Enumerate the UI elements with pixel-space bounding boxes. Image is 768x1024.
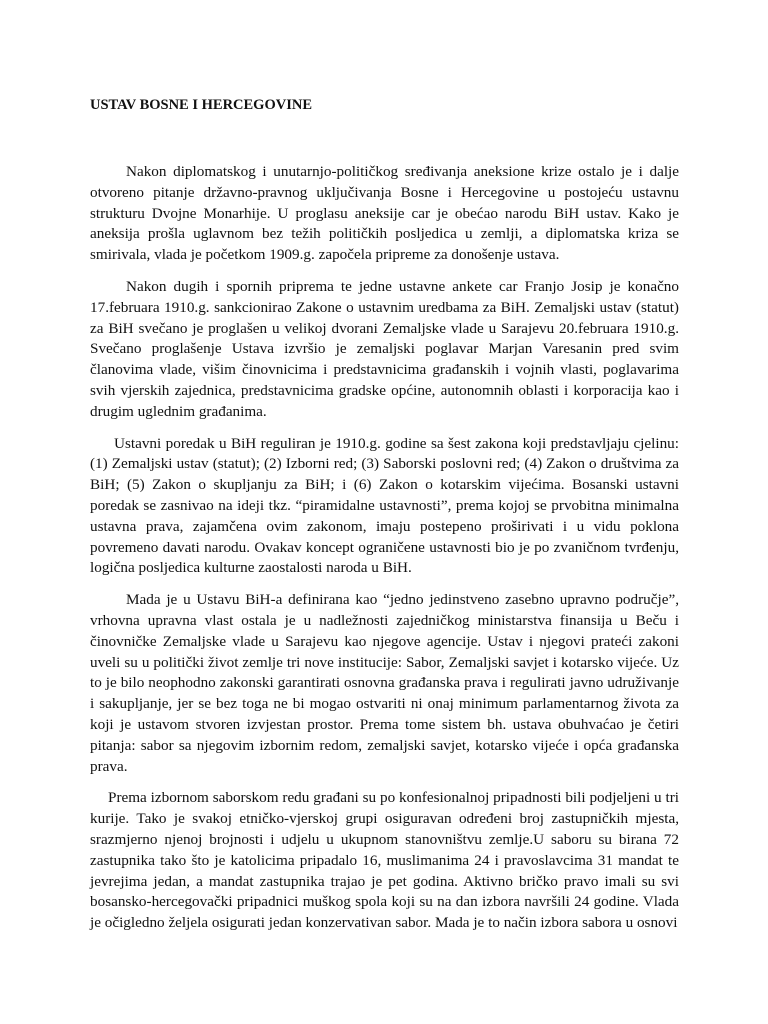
paragraph-3: Ustavni poredak u BiH reguliran je 1910.g. godine sa šest zakona koji predstavljaju cjelinu: (1) Zemaljski ustav (statut); (2) Izborni red; (3) Saborski poslovni red; (4) Zakon o društvima za BiH; (5) Zakon o skupljanju za BiH; i (6) Zakon o kotarskim vijećima. Bosanski ustavni poredak se zasnivao na ideji tkz. “piramidalne ustavnosti”, prema kojoj se prvobitna minimalna ustavna prava, zajamčena ovim zakonom, imaju postepeno proširivati i u vidu poklona povremeno davati narodu. Ovakav koncept ograničene ustavnosti bio je po zvaničnom tvrđenju, logična posljedica kulturne zaostalosti naroda u BiH. xyxy=(90,434,679,577)
paragraph-1: Nakon diplomatskog i unutarnjo-političkog sređivanja aneksione krize ostalo je i dalje otvoreno pitanje državno-pravnog uključivanja Bosne i Hercegovine u postojeću ustavnu strukturu Dvojne Monarhije. U proglasu aneksije car je obećao narodu BiH ustav. Kako je aneksija prošla uglavnom bez težih političkih posljedica u zemlji, a diplomatska kriza se smirivala, vlada je početkom 1909.g. započela pripreme za donošenje ustava. xyxy=(90,163,679,264)
paragraph-2: Nakon dugih i spornih priprema te jedne ustavne ankete car Franjo Josip je konačno 17.februara 1910.g. sankcionirao Zakone o ustavnim uredbama za BiH. Zemaljski ustav (statut) za BiH svečano je proglašen u velikoj dvorani Zemaljske vlade u Sarajevu 20.februara 1910.g. Svečano proglašenje Ustava izvršio je zemaljski poglavar Marjan Varesanin pred svim članovima vlade, višim činovnicima i predstavnicima građanskih i vojnih vlasti, poglavarima svih vjerskih zajednica, predstavnicima gradske općine, autonomnih oblasti i korporacija kao i drugim uglednim građanima. xyxy=(90,277,679,420)
document-title: USTAV BOSNE I HERCEGOVINE xyxy=(90,97,312,113)
paragraph-4: Mada je u Ustavu BiH-a definirana kao “jedno jedinstveno zasebno upravno područje”, vrhovna upravna vlast ostala je u nadležnosti zajedničkog ministarstva finansija u Beču i činovničke Zemaljske vlade u Sarajevu kao njegove agencije. Ustav i njegovi prateći zakoni uveli su u politički život zemlje tri nove institucije: Sabor, Zemaljski savjet i kotarsko vijeće. Uz to je bilo neophodno zakonski garantirati osnovna građanska prava i regulirati javno udruživanje i sakupljanje, jer se bez toga ne bi mogao ostvariti ni onaj minimum parlamentarnog života za koji je ustavom stvoren izvjestan prostor. Prema tome sistem bh. ustava obuhvaćao je četiri pitanja: sabor sa njegovim izbornim redom, zemaljski savjet, kotarsko vijeće i opća građanska prava. xyxy=(90,591,679,775)
paragraph-5: Prema izbornom saborskom redu građani su po konfesionalnoj pripadnosti bili podjeljeni u tri kurije. Tako je svakoj etničko-vjerskoj grupi osiguravan određeni broj zastupničkih mjesta, srazmjerno njenoj brojnosti i udjelu u ukupnom stanovništvu zemlje.U saboru su birana 72 zastupnika tako što je katolicima pripadalo 16, muslimanima 24 i pravoslavcima 31 mandat te jevrejima jedan, a mandat zastupnika trajao je pet godina. Aktivno bričko pravo imali su svi bosansko-hercegovački pripadnici muškog spola koji su na dan izbora navršili 24 godine. Vlada je očigledno željela osigurati jedan konzervativan sabor. Mada je to način izbora sabora u osnovi xyxy=(90,789,679,932)
